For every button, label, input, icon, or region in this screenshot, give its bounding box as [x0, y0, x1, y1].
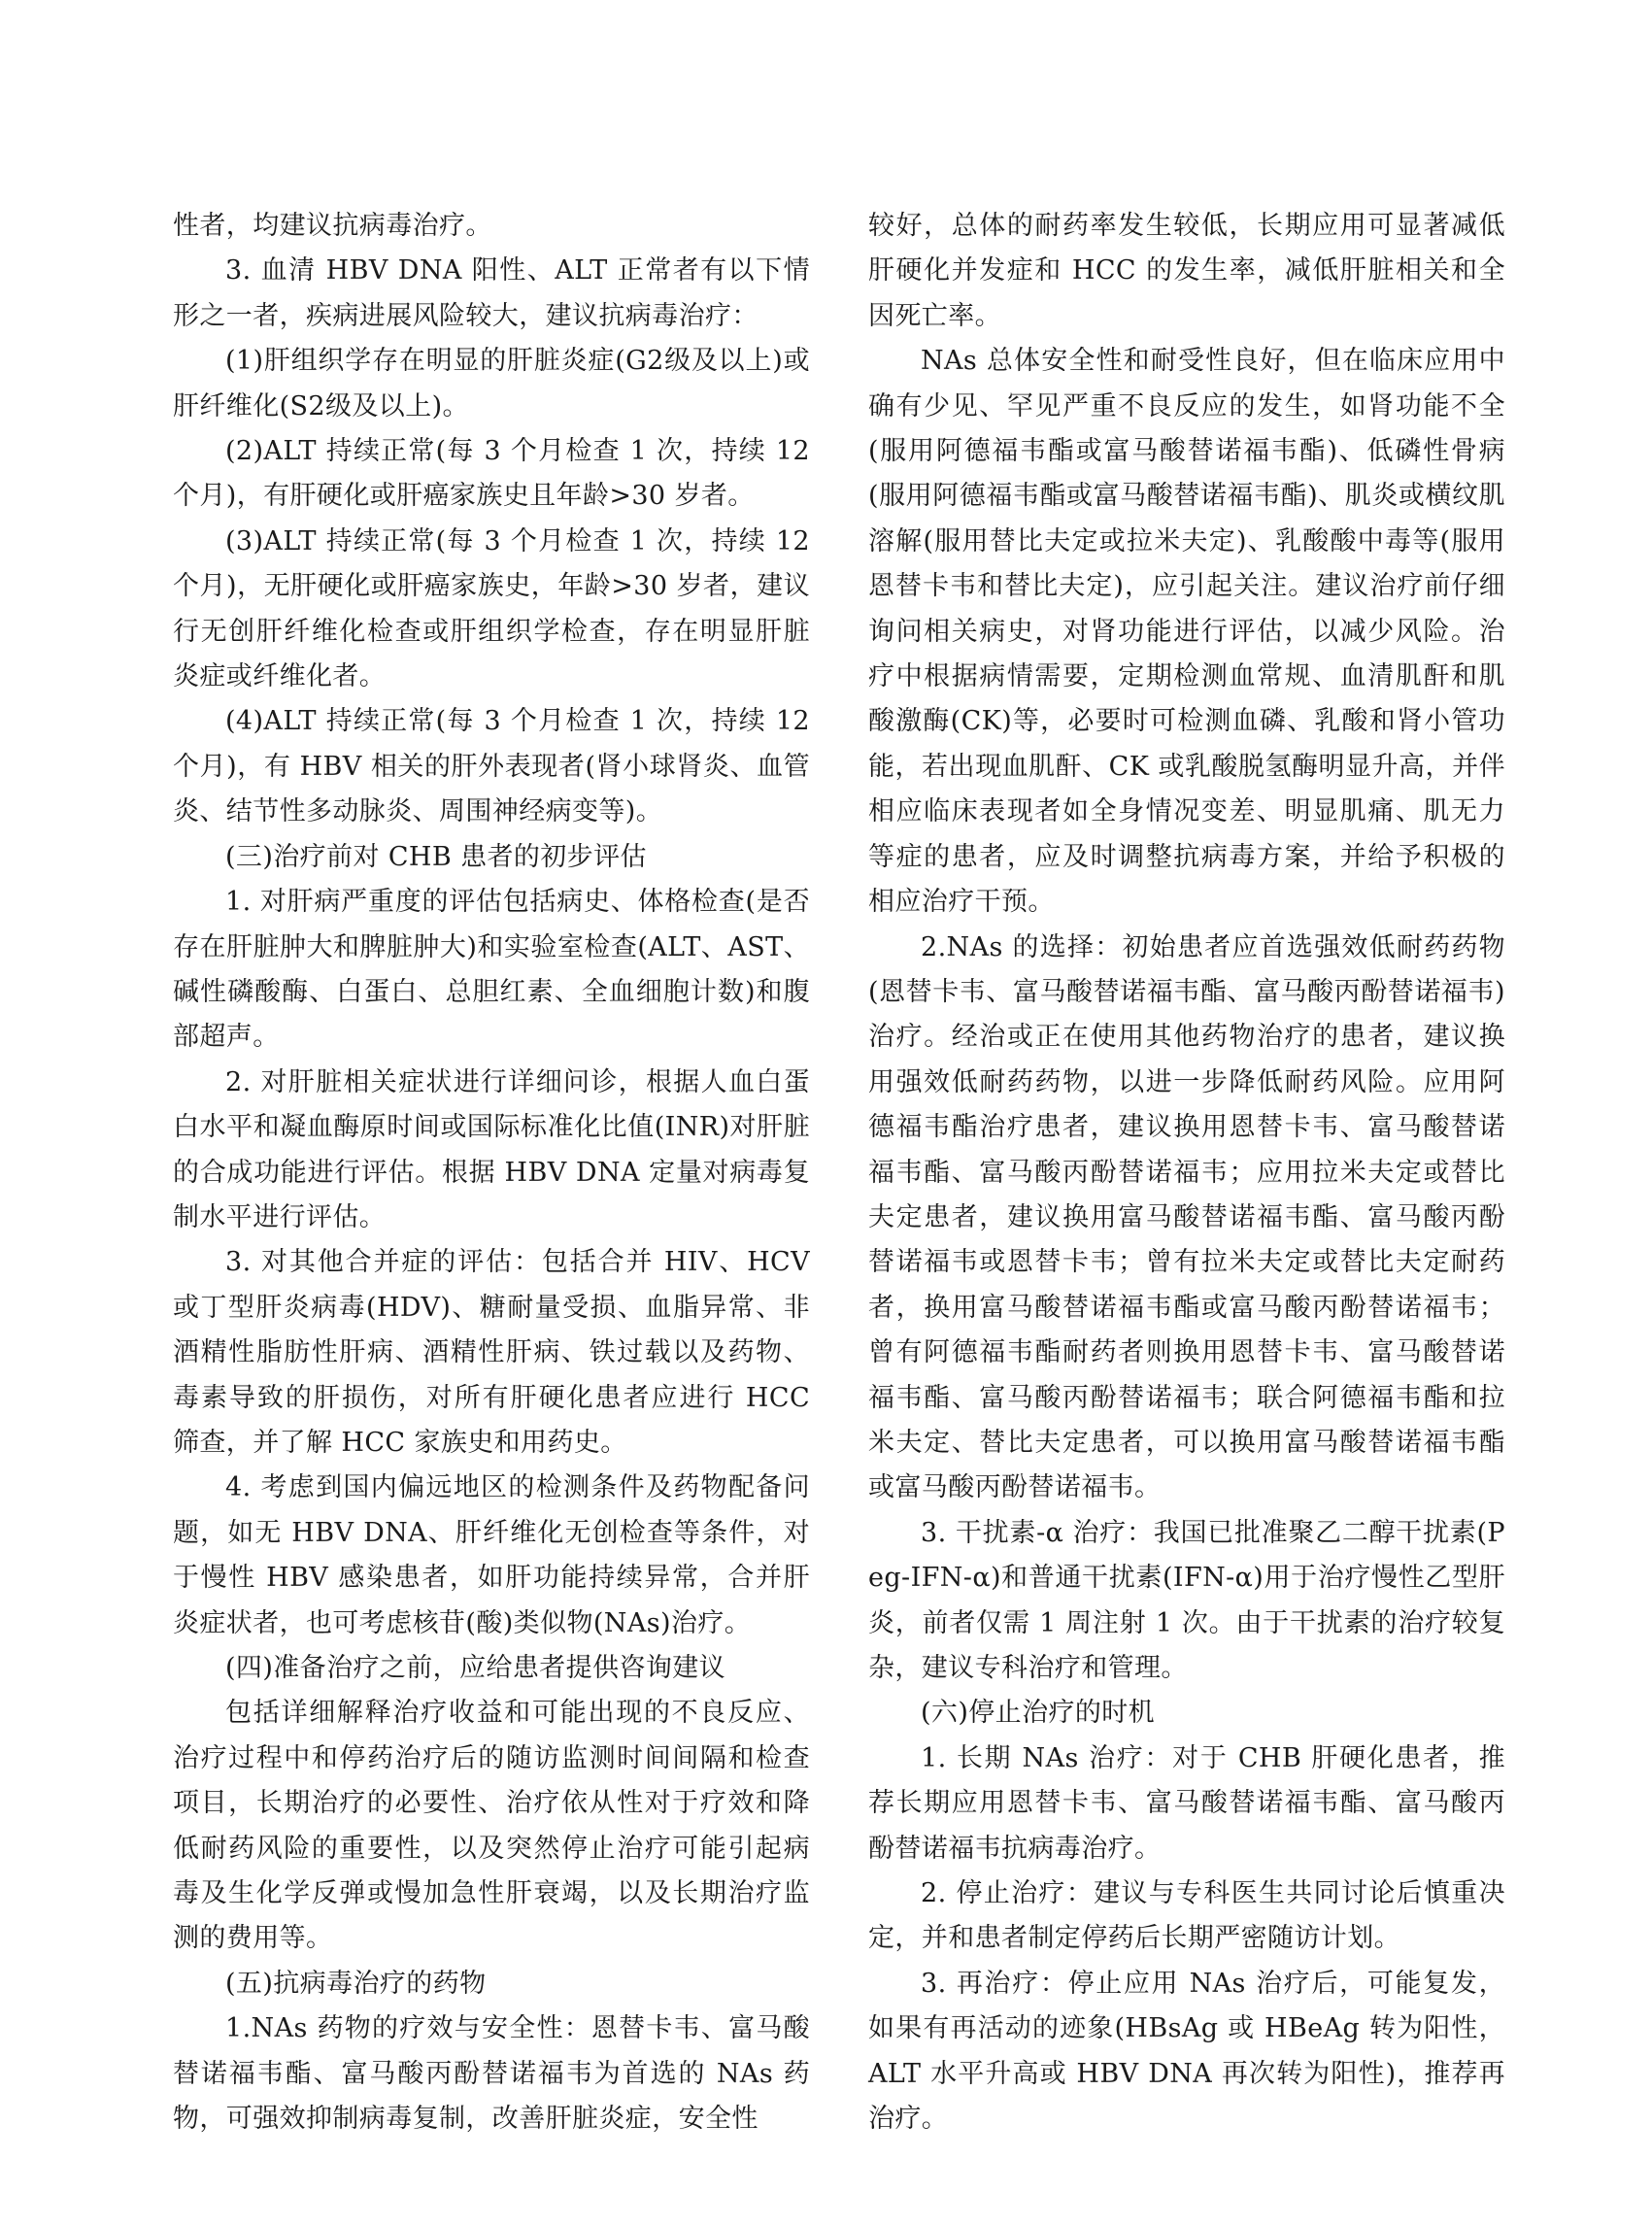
paragraph: 包括详细解释治疗收益和可能出现的不良反应、治疗过程中和停药治疗后的随访监测时间间隔和检查项目，长期治疗的必要性、治疗依从性对于疗效和降低耐药风险的重要性，以及突然停止治疗可能引起病毒及生化学反弹或慢加急性肝衰竭，以及长期治疗监测的费用等。 — [173, 1698, 810, 1954]
paragraph: (四)准备治疗之前，应给患者提供咨询建议 — [225, 1653, 726, 1683]
paragraph: NAs 总体安全性和耐受性良好，但在临床应用中确有少见、罕见严重不良反应的发生，如肾功能不全(服用阿德福韦酯或富马酸替诺福韦酯)、低磷性骨病(服用阿德福韦酯或富马酸替诺福韦酯)、肌炎或横纹肌溶解(服用替比夫定或拉米夫定)、乳酸酸中毒等(服用恩替卡韦和替比夫定)，应引起关注。建议治疗前仔细询问相关病史，对肾功能进行评估，以减少风险。治疗中根据病情需要，定期检测血常规、血清肌酐和肌酸激酶(CK)等，必要时可检测血磷、乳酸和肾小管功能，若出现血肌酐、CK 或乳酸脱氢酶明显升高，并伴相应临床表现者如全身情况变差、明显肌痛、肌无力等症的患者，应及时调整抗病毒方案，并给予积极的相应治疗干预。 — [868, 346, 1505, 918]
paragraph: 3. 血清 HBV DNA 阳性、ALT 正常者有以下情形之一者，疾病进展风险较大，建议抗病毒治疗： — [173, 255, 810, 331]
paragraph: (三)治疗前对 CHB 患者的初步评估 — [225, 841, 647, 872]
paragraph: 1. 长期 NAs 治疗：对于 CHB 肝硬化患者，推荐长期应用恩替卡韦、富马酸替诺福韦酯、富马酸丙酚替诺福韦抗病毒治疗。 — [868, 1742, 1505, 1864]
paragraph: (3)ALT 持续正常(每 3 个月检查 1 次，持续 12 个月)，无肝硬化或肝癌家族史，年龄>30 岁者，建议行无创肝纤维化检查或肝组织学检查，存在明显肝脏炎症或纤维化者。 — [173, 525, 810, 692]
paragraph: (五)抗病毒治疗的药物 — [225, 1968, 487, 1999]
paragraph: 2. 对肝脏相关症状进行详细问诊，根据人血白蛋白水平和凝血酶原时间或国际标准化比值(INR)对肝脏的合成功能进行评估。根据 HBV DNA 定量对病毒复制水平进行评估。 — [173, 1066, 810, 1232]
paragraph: 2.NAs 的选择：初始患者应首选强效低耐药药物(恩替卡韦、富马酸替诺福韦酯、富马酸丙酚替诺福韦)治疗。经治或正在使用其他药物治疗的患者，建议换用强效低耐药药物，以进一步降低耐药风险。应用阿德福韦酯治疗患者，建议换用恩替卡韦、富马酸替诺福韦酯、富马酸丙酚替诺福韦；应用拉米夫定或替比夫定患者，建议换用富马酸替诺福韦酯、富马酸丙酚替诺福韦或恩替卡韦；曾有拉米夫定或替比夫定耐药者，换用富马酸替诺福韦酯或富马酸丙酚替诺福韦；曾有阿德福韦酯耐药者则换用恩替卡韦、富马酸替诺福韦酯、富马酸丙酚替诺福韦；联合阿德福韦酯和拉米夫定、替比夫定患者，可以换用富马酸替诺福韦酯或富马酸丙酚替诺福韦。 — [868, 931, 1505, 1503]
right-column — [868, 204, 1505, 2141]
paragraph: 1. 对肝病严重度的评估包括病史、体格检查(是否存在肝脏肿大和脾脏肿大)和实验室检查(ALT、AST、碱性磷酸酶、白蛋白、总胆红素、全血细胞计数)和腹部超声。 — [173, 887, 810, 1053]
paragraph: 2. 停止治疗：建议与专科医生共同讨论后慎重决定，并和患者制定停药后长期严密随访计划。 — [868, 1878, 1505, 1954]
paragraph: (1)肝组织学存在明显的肝脏炎症(G2级及以上)或肝纤维化(S2级及以上)。 — [173, 346, 810, 421]
paragraph: 4. 考虑到国内偏远地区的检测条件及药物配备问题，如无 HBV DNA、肝纤维化无创检查等条件，对于慢性 HBV 感染患者，如肝功能持续异常，合并肝炎症状者，也可考虑核苷(酸)类似物(NAs)治疗。 — [173, 1472, 810, 1638]
paragraph: 性者，均建议抗病毒治疗。 — [173, 211, 492, 241]
paragraph: 较好，总体的耐药率发生较低，长期应用可显著减低肝硬化并发症和 HCC 的发生率，减低肝脏相关和全因死亡率。 — [868, 211, 1505, 331]
paragraph: 3. 对其他合并症的评估：包括合并 HIV、HCV 或丁型肝炎病毒(HDV)、糖耐量受损、血脂异常、非酒精性脂肪性肝病、酒精性肝病、铁过载以及药物、毒素导致的肝损伤，对所有肝硬化患者应进行 HCC 筛查，并了解 HCC 家族史和用药史。 — [173, 1247, 810, 1458]
paragraph: (六)停止治疗的时机 — [921, 1698, 1156, 1729]
paragraph: 3. 再治疗：停止应用 NAs 治疗后，可能复发，如果有再活动的迹象(HBsAg 或 HBeAg 转为阳性，ALT 水平升高或 HBV DNA 再次转为阳性)，推荐再治疗。 — [868, 1968, 1505, 2135]
paragraph: (2)ALT 持续正常(每 3 个月检查 1 次，持续 12 个月)，有肝硬化或肝癌家族史且年龄>30 岁者。 — [173, 436, 810, 512]
paragraph: (4)ALT 持续正常(每 3 个月检查 1 次，持续 12 个月)，有 HBV 相关的肝外表现者(肾小球肾炎、血管炎、结节性多动脉炎、周围神经病变等)。 — [173, 706, 810, 827]
paragraph: 3. 干扰素-α 治疗：我国已批准聚乙二醇干扰素(Peg-IFN-α)和普通干扰素(IFN-α)用于治疗慢性乙型肝炎，前者仅需 1 周注射 1 次。由于干扰素的治疗较复杂，建议专科治疗和管理。 — [868, 1517, 1505, 1683]
left-column — [173, 204, 810, 2141]
paragraph: 1.NAs 药物的疗效与安全性：恩替卡韦、富马酸替诺福韦酯、富马酸丙酚替诺福韦为首选的 NAs 药物，可强效抑制病毒复制，改善肝脏炎症，安全性 — [173, 2013, 810, 2135]
